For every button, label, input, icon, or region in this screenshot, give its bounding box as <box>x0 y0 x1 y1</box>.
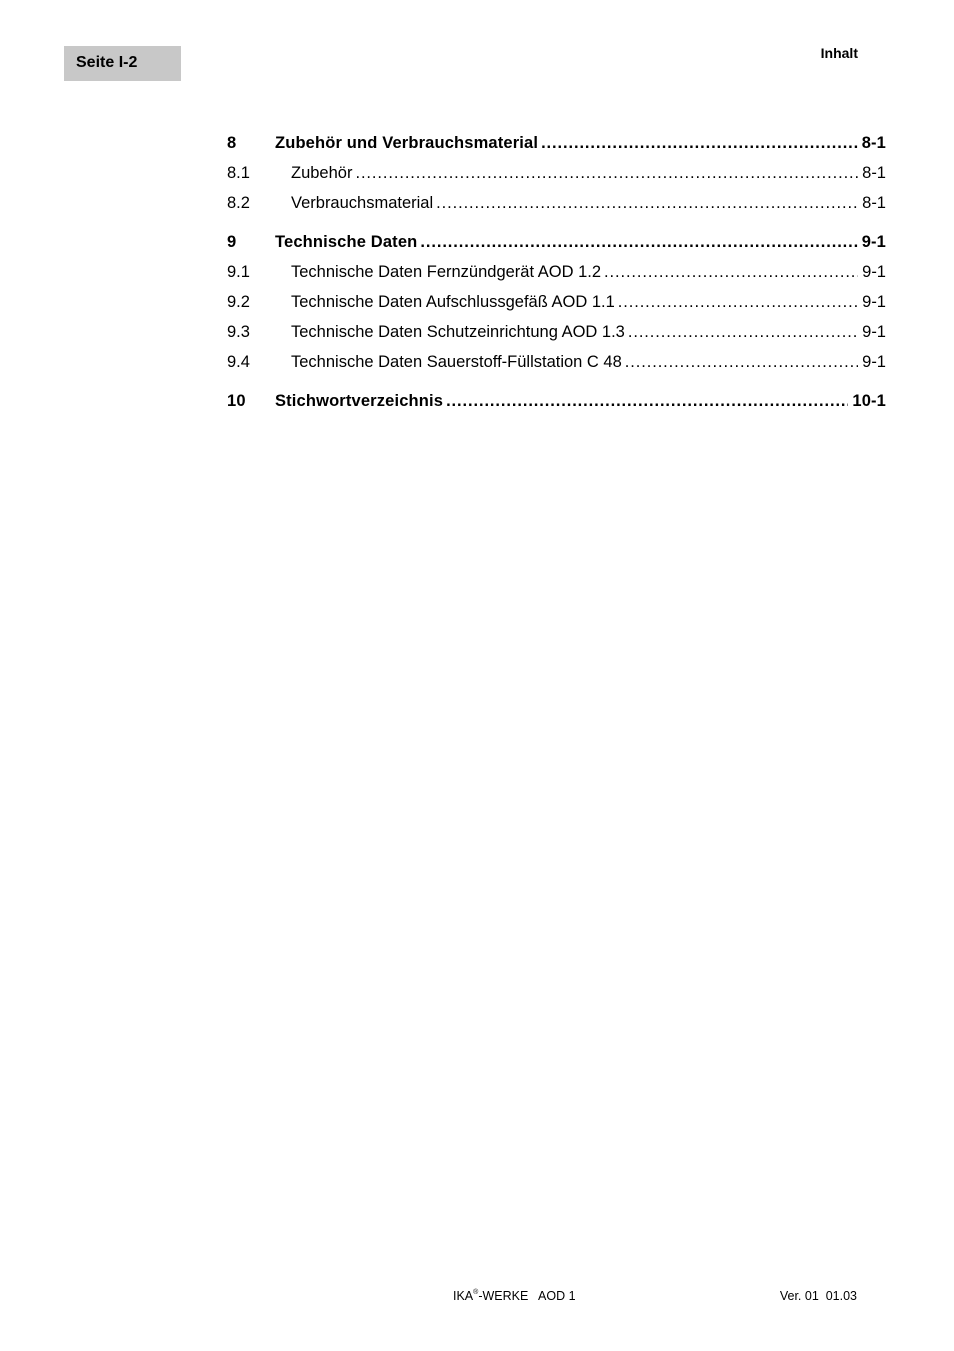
footer-brand-suffix: -WERKE AOD 1 <box>478 1289 576 1303</box>
toc-page-number: 8-1 <box>861 134 886 152</box>
toc-entry-9-2[interactable] <box>227 289 886 319</box>
toc-leader-dots <box>625 349 858 375</box>
toc-entry-9-4[interactable] <box>227 349 886 379</box>
toc-title: Zubehör und Verbrauchsmaterial <box>275 134 539 152</box>
toc-page-number: 8-1 <box>862 164 886 182</box>
toc-number: 8 <box>227 134 237 152</box>
toc-page-number: 9-1 <box>862 293 886 311</box>
toc-page-number: 9-1 <box>862 323 886 341</box>
toc-leader-dots <box>604 259 858 285</box>
toc-leader-dots <box>618 289 858 315</box>
toc-number: 8.2 <box>227 194 250 212</box>
toc-leader-dots <box>541 130 858 156</box>
toc-title: Verbrauchsmaterial <box>291 194 434 212</box>
toc-number: 9 <box>227 233 237 251</box>
toc-entry-10[interactable] <box>227 388 886 418</box>
toc-leader-dots <box>436 190 858 216</box>
toc-page-number: 9-1 <box>862 353 886 371</box>
toc-number: 9.4 <box>227 353 250 371</box>
toc-entry-8-1[interactable] <box>227 160 886 190</box>
section-title: Inhalt <box>820 45 858 61</box>
page-label: Seite I-2 <box>76 54 138 71</box>
toc-number: 9.3 <box>227 323 250 341</box>
toc-entry-9[interactable] <box>227 229 886 259</box>
footer-version: Ver. 01 01.03 <box>779 1289 857 1303</box>
toc-title: Stichwortverzeichnis <box>275 392 444 410</box>
toc-title: Technische Daten Aufschlussgefäß AOD 1.1 <box>291 293 615 311</box>
toc-number: 9.1 <box>227 263 250 281</box>
toc-number: 10 <box>227 392 246 410</box>
toc-entry-9-3[interactable] <box>227 319 886 349</box>
toc-entry-9-1[interactable] <box>227 259 886 289</box>
toc-page-number: 10-1 <box>852 392 886 410</box>
toc-entry-8[interactable] <box>227 130 886 160</box>
footer-product <box>453 1289 576 1303</box>
registered-mark: ® <box>473 1289 479 1296</box>
toc-page-number: 9-1 <box>862 263 886 281</box>
toc-leader-dots <box>355 160 858 186</box>
toc-title: Zubehör <box>291 164 353 182</box>
toc-title: Technische Daten Schutzeinrichtung AOD 1.3 <box>291 323 625 341</box>
toc-title: Technische Daten Fernzündgerät AOD 1.2 <box>291 263 602 281</box>
toc-page-number: 8-1 <box>862 194 886 212</box>
toc-number: 8.1 <box>227 164 250 182</box>
toc-title: Technische Daten <box>275 233 418 251</box>
toc-number: 9.2 <box>227 293 250 311</box>
footer-brand: IKA <box>453 1289 474 1303</box>
toc-leader-dots <box>420 229 857 255</box>
page-number-tab <box>64 46 181 81</box>
toc-leader-dots <box>628 319 858 345</box>
toc-entry-8-2[interactable] <box>227 190 886 220</box>
toc-title: Technische Daten Sauerstoff-Füllstation C 48 <box>291 353 622 371</box>
toc-leader-dots <box>446 388 848 414</box>
toc-page-number: 9-1 <box>861 233 886 251</box>
table-of-contents <box>227 130 886 418</box>
